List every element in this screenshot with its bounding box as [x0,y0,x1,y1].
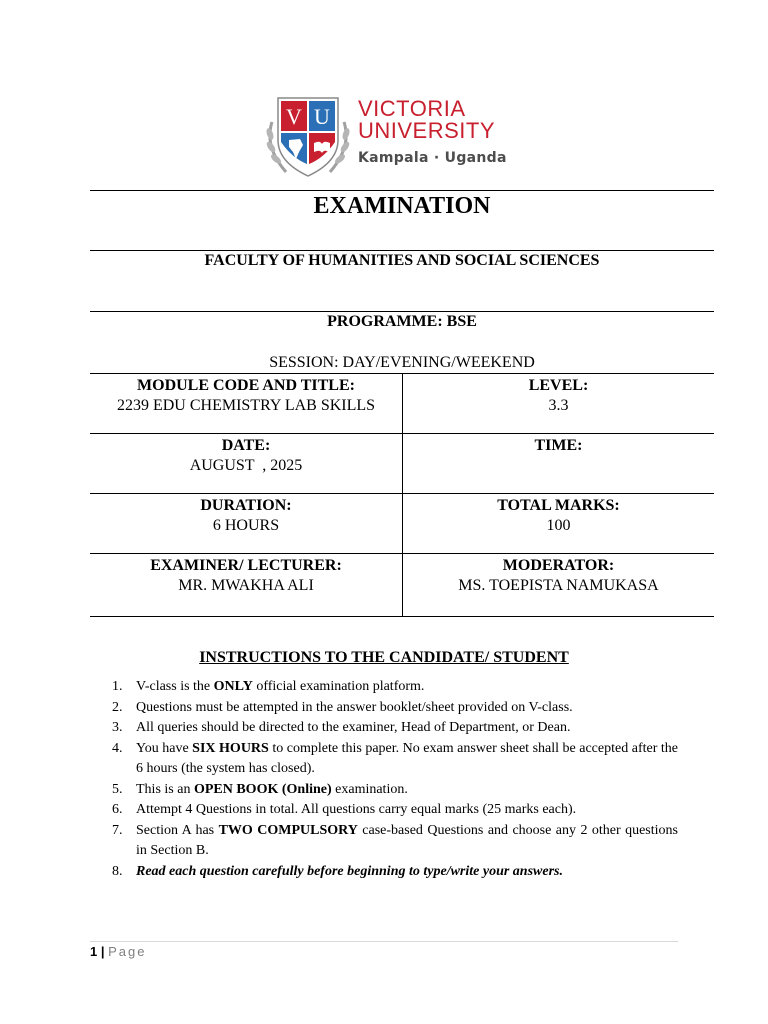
date-cell [90,434,403,494]
item-emphasis: SIX HOURS [192,740,269,756]
examiner-value: MR. MWAKHA ALI [178,577,314,594]
instructions-title: INSTRUCTIONS TO THE CANDIDATE/ STUDENT [199,649,569,666]
duration-label: DURATION: [200,497,292,514]
university-crest-icon [262,92,354,182]
date-label: DATE: [221,437,271,454]
date-value: AUGUST , 2025 [189,457,303,474]
item-emphasis: TWO COMPULSORY [218,822,358,838]
list-item [90,821,678,862]
level-label: LEVEL: [528,377,589,394]
marks-cell [403,494,715,554]
item-number: 1. [112,679,123,694]
list-item [90,698,678,719]
time-label: TIME: [534,437,583,454]
instructions-list [90,677,678,882]
faculty-name: FACULTY OF HUMANITIES AND SOCIAL SCIENCES [204,252,600,269]
list-item [90,739,678,780]
module-value: 2239 EDU CHEMISTRY LAB SKILLS [116,397,376,414]
university-location: Kampala · Uganda [358,150,507,166]
divider-top [90,190,714,191]
table-row [90,434,714,494]
examiner-label: EXAMINER/ LECTURER: [150,557,342,574]
table-row [90,554,714,617]
list-item [90,862,678,883]
table-row [90,374,714,434]
item-number: 4. [112,740,123,756]
list-item [90,780,678,801]
item-text: You have [136,740,193,756]
item-number: 3. [112,720,123,735]
item-text: All queries should be directed to the examiner, Head of Department, or Dean. [136,720,571,735]
duration-value: 6 HOURS [212,517,280,534]
total-marks-label: TOTAL MARKS: [497,497,620,514]
list-item [90,677,678,698]
crest-letter-u: U [314,104,330,129]
footer-divider [90,941,678,942]
page-word: Page [108,944,147,959]
table-row [90,494,714,554]
time-cell [403,434,715,494]
level-value: 3.3 [548,397,569,414]
item-emphasis: Read each question carefully before beginning to type/write your answers. [136,863,563,879]
item-text: case-based Questions and choose any 2 other questions in Section B. [136,822,678,858]
item-text: examination. [331,781,408,797]
module-cell [90,374,403,434]
item-text: Attempt 4 Questions in total. All questions carry equal marks (25 marks each). [136,802,577,817]
duration-cell [90,494,403,554]
item-text: This is an [136,781,194,797]
university-logo [262,92,512,182]
examiner-cell [90,554,403,617]
page-separator: | [97,944,109,959]
item-number: 5. [112,781,123,797]
session: SESSION: DAY/EVENING/WEEKEND [269,354,535,371]
page-number: 1 [90,944,98,959]
item-number: 7. [112,822,123,838]
item-text: to complete this paper. No exam answer sheet shall be accepted after the 6 hours (the system has closed). [136,740,678,776]
divider-faculty [90,250,714,251]
exam-title: EXAMINATION [313,193,491,219]
item-emphasis: ONLY [213,679,253,694]
module-label: MODULE CODE AND TITLE: [137,377,355,394]
list-item [90,800,678,821]
item-text: Questions must be attempted in the answer booklet/sheet provided on V-class. [136,699,573,715]
list-item [90,718,678,739]
level-cell [403,374,715,434]
programme: PROGRAMME: BSE [327,313,477,330]
item-text: Section A has [136,822,219,838]
item-number: 8. [112,863,123,879]
moderator-cell [403,554,715,617]
page-footer [90,944,146,959]
item-number: 6. [112,802,123,817]
university-name-line2: UNIVERSITY [358,118,496,143]
divider-programme [90,311,714,312]
crest-letter-v: V [286,104,302,129]
item-text: official examination platform. [252,679,425,694]
item-number: 2. [112,699,123,715]
university-name-line1: VICTORIA [358,96,466,121]
exam-info-table [90,373,714,617]
item-text: V-class is the [136,679,214,694]
item-emphasis: OPEN BOOK (Online) [193,781,332,797]
moderator-value: MS. TOEPISTA NAMUKASA [458,577,659,594]
total-marks-value: 100 [546,517,571,534]
moderator-label: MODERATOR: [502,557,615,574]
